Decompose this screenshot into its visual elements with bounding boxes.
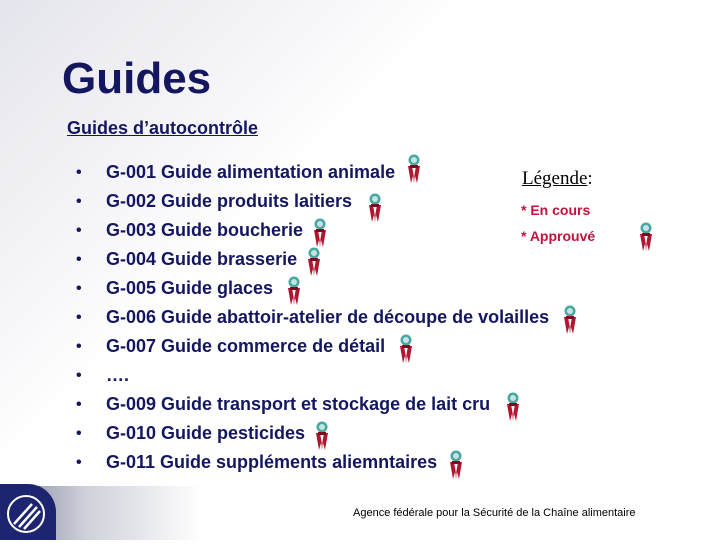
guide-item-g009 [76, 390, 579, 419]
page-title: Guides [62, 54, 212, 103]
approved-medal-icon [311, 218, 329, 244]
legend-approved-medal-icon [637, 222, 655, 248]
legend-title-text: Légende [522, 168, 588, 189]
bullet: • [76, 164, 82, 181]
approved-medal-icon [561, 305, 579, 331]
approved-medal-icon [313, 421, 331, 447]
guide-label: G-001 Guide alimentation animale [106, 162, 396, 182]
in-progress-medal-icon [447, 450, 465, 476]
bullet: • [76, 367, 82, 384]
guide-list [76, 158, 579, 477]
guide-item-g007 [76, 332, 579, 361]
guide-label: …. [106, 365, 130, 385]
logo-emblem-icon [0, 484, 56, 540]
guide-label: G-006 Guide abattoir-atelier de découpe de volailles [106, 307, 550, 327]
in-progress-medal-icon [366, 193, 384, 219]
guide-item-g003 [76, 216, 579, 245]
guide-item-ellipsis [76, 361, 579, 390]
legend-in-progress: * En cours [521, 202, 591, 218]
guide-item-g011 [76, 448, 579, 477]
guide-item-g006 [76, 303, 579, 332]
legend-title [522, 168, 593, 190]
guide-item-g005 [76, 274, 579, 303]
guide-label: G-004 Guide brasserie [106, 249, 298, 269]
bullet: • [76, 193, 82, 210]
approved-medal-icon [405, 154, 423, 180]
guide-item-g010 [76, 419, 579, 448]
bullet: • [76, 251, 82, 268]
in-progress-medal-icon [397, 334, 415, 360]
guide-label: G-005 Guide glaces [106, 278, 274, 298]
bullet: • [76, 309, 82, 326]
guide-label: G-002 Guide produits laitiers [106, 191, 353, 211]
bullet: • [76, 222, 82, 239]
bullet: • [76, 280, 82, 297]
legend-approved: * Approuvé [521, 228, 596, 244]
legend-title-colon: : [587, 168, 593, 189]
bullet: • [76, 338, 82, 355]
bullet: • [76, 454, 82, 471]
in-progress-medal-icon [504, 392, 522, 418]
in-progress-medal-icon [285, 276, 303, 302]
bullet: • [76, 396, 82, 413]
guide-item-g004 [76, 245, 579, 274]
guide-label: G-011 Guide suppléments aliemntaires [106, 452, 438, 472]
guide-item-g001 [76, 158, 579, 187]
guide-label: G-007 Guide commerce de détail [106, 336, 386, 356]
guide-item-g002 [76, 187, 579, 216]
guide-label: G-003 Guide boucherie [106, 220, 304, 240]
afsca-logo [0, 484, 56, 540]
footer-agency-name: Agence fédérale pour la Sécurité de la Chaîne alimentaire [353, 507, 636, 519]
guide-label: G-010 Guide pesticides [106, 423, 306, 443]
guide-label: G-009 Guide transport et stockage de lait cru [106, 394, 491, 414]
bullet: • [76, 425, 82, 442]
approved-medal-icon [305, 247, 323, 273]
section-subtitle: Guides d’autocontrôle [67, 118, 259, 138]
